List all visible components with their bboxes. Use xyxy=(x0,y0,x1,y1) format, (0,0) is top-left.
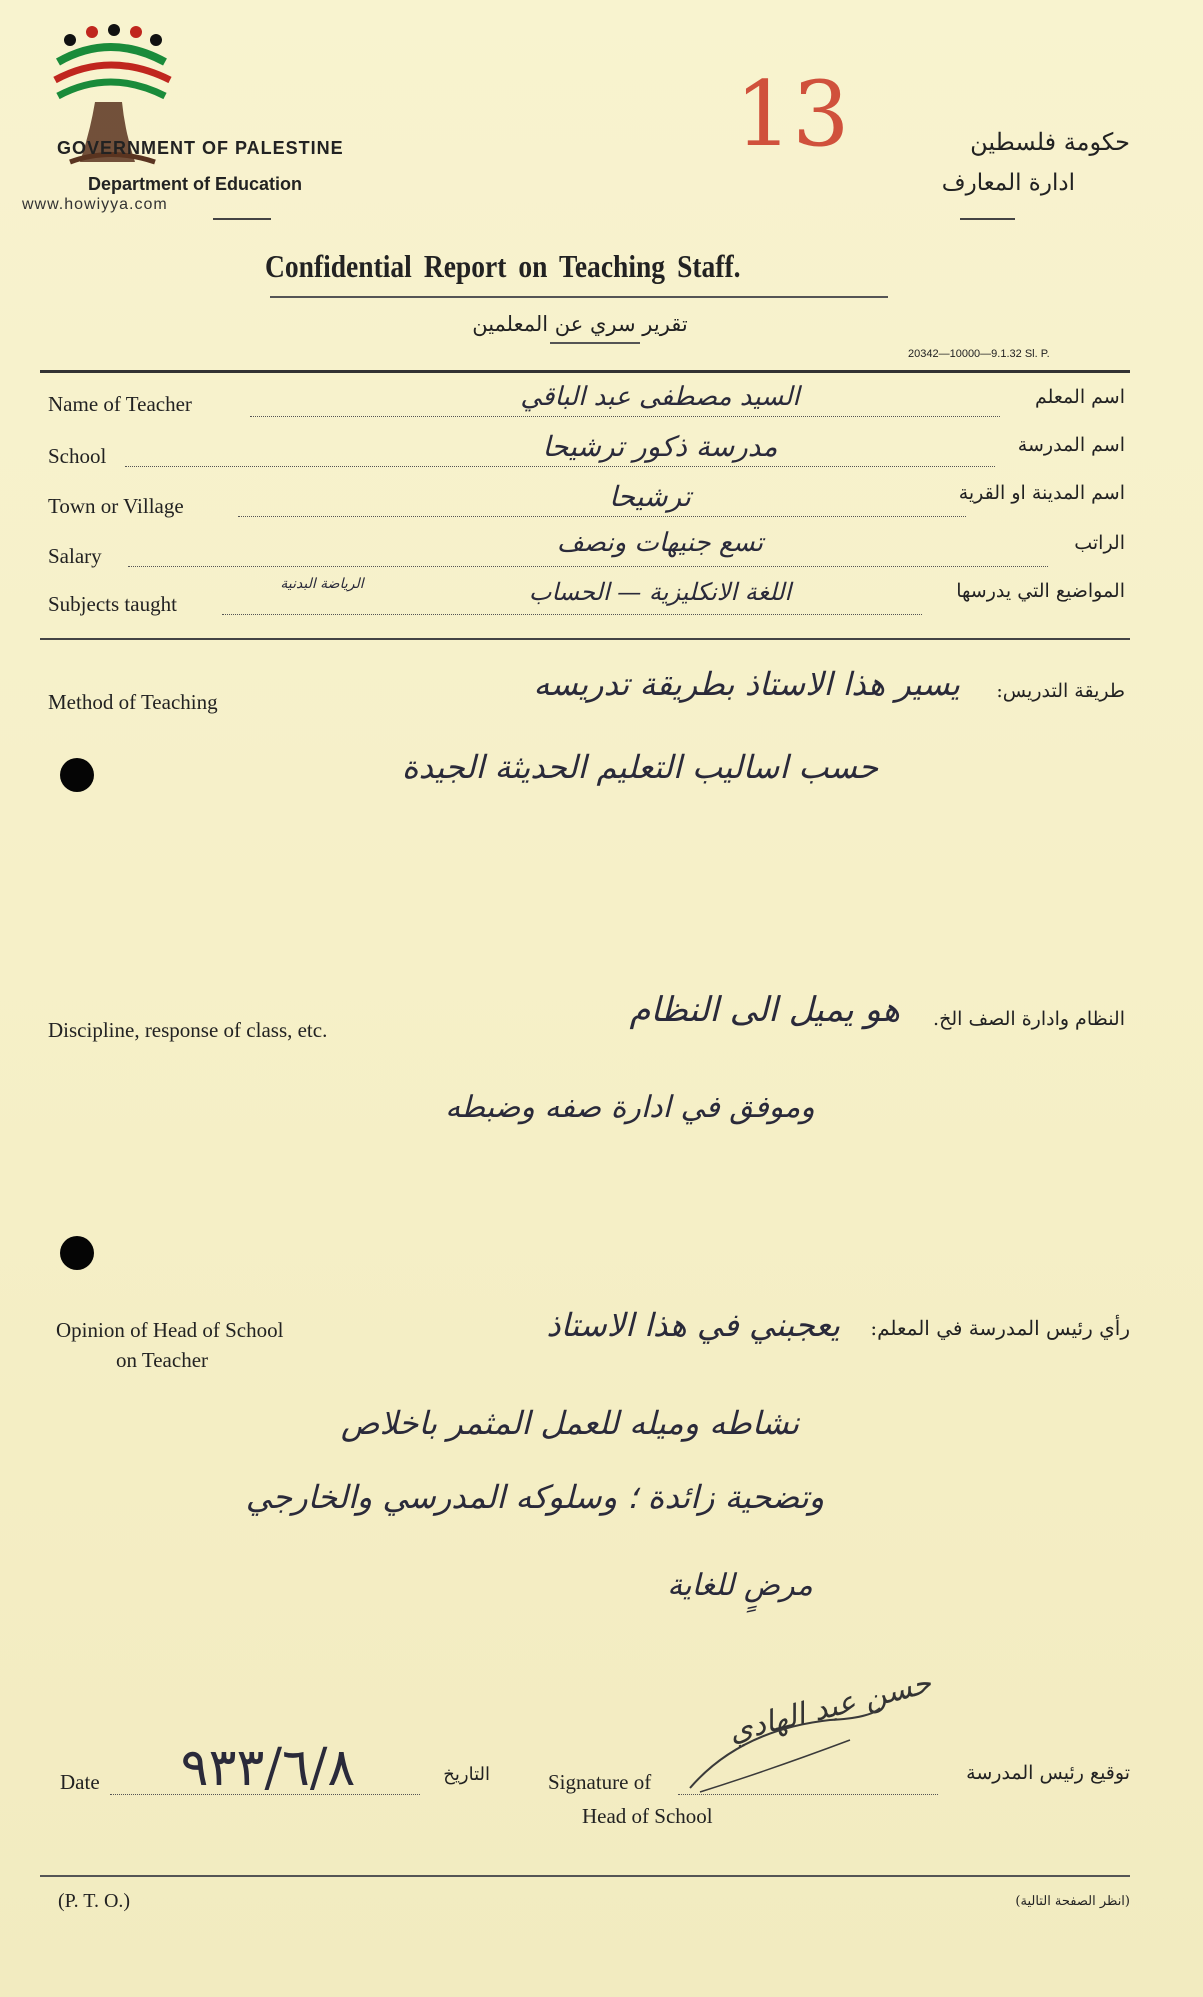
footer-rule xyxy=(40,1875,1130,1877)
date-label-en: Date xyxy=(60,1770,100,1794)
field-subjects-label-en: Subjects taught xyxy=(48,592,177,616)
opinion-text-line-3: وتضحية زائدة ؛ وسلوكه المدرسي والخارجي xyxy=(245,1478,825,1516)
method-text-line-1: يسير هذا الاستاذ بطريقة تدريسه xyxy=(533,665,960,703)
government-title-en: GOVERNMENT OF PALESTINE xyxy=(57,138,344,158)
field-subjects-value-extra: الرياضة البدنية xyxy=(280,576,364,592)
date-value: ٩٣٣/٦/٨ xyxy=(180,1738,356,1798)
field-subjects-line xyxy=(222,614,922,615)
fields-bottom-rule xyxy=(40,638,1130,640)
pto-ar: (انظر الصفحة التالية) xyxy=(1015,1894,1130,1909)
method-label-en: Method of Teaching xyxy=(48,690,218,714)
field-school-line xyxy=(125,466,995,467)
punch-hole-top xyxy=(60,758,94,792)
field-subjects-value: اللغة الانكليزية — الحساب xyxy=(528,578,792,606)
report-title-en: Confidential Report on Teaching Staff. xyxy=(265,248,741,284)
signature-value: حسن عبد الهادي xyxy=(725,1665,935,1750)
field-town-label-ar: اسم المدينة او القرية xyxy=(958,482,1125,504)
field-school-label-ar: اسم المدرسة xyxy=(1017,434,1125,456)
page-number: 13 xyxy=(735,62,850,167)
form-code: 20342—10000—9.1.32 Sl. P. xyxy=(908,348,1050,360)
howiyya-logo xyxy=(40,22,180,192)
field-town-line xyxy=(238,516,966,517)
field-name-label-ar: اسم المعلم xyxy=(1034,386,1125,408)
field-school-value: مدرسة ذكور ترشيحا xyxy=(542,430,778,463)
title-underline xyxy=(270,296,888,298)
signature-label-en: Signature of xyxy=(548,1770,652,1794)
opinion-label-en-1: Opinion of Head of School xyxy=(56,1318,284,1342)
department-title-ar: ادارة المعارف xyxy=(941,170,1075,196)
field-salary-label-ar: الراتب xyxy=(1074,532,1125,554)
opinion-label-ar: رأي رئيس المدرسة في المعلم: xyxy=(870,1316,1130,1340)
field-town-label-en: Town or Village xyxy=(48,494,184,518)
government-title-ar: حكومة فلسطين xyxy=(970,128,1130,156)
field-name-value: السيد مصطفى عبد الباقي xyxy=(520,382,800,412)
report-title-ar: تقرير سري عن المعلمين xyxy=(472,312,688,336)
signature-label-ar: توقيع رئيس المدرسة xyxy=(966,1762,1130,1784)
discipline-text-line-2: وموفق في ادارة صفه وضبطه xyxy=(445,1090,815,1125)
date-label-ar: التاريخ xyxy=(443,1764,490,1785)
method-label-ar: طريقة التدريس: xyxy=(996,680,1125,702)
field-subjects-label-ar: المواضيع التي يدرسها xyxy=(956,580,1125,602)
title-ar-underline xyxy=(550,342,640,344)
discipline-label-en: Discipline, response of class, etc. xyxy=(48,1018,328,1042)
opinion-text-line-4: مرضٍ للغاية xyxy=(667,1568,813,1603)
field-salary-label-en: Salary xyxy=(48,544,102,568)
field-school-label-en: School xyxy=(48,444,107,468)
header-dash-right xyxy=(960,218,1015,220)
signature-label-en-2: Head of School xyxy=(582,1804,713,1828)
method-text-line-2: حسب اساليب التعليم الحديثة الجيدة xyxy=(401,748,879,786)
discipline-text-line-1: هو يميل الى النظام xyxy=(629,990,900,1030)
pto-en: (P. T. O.) xyxy=(58,1890,131,1912)
signature-flourish xyxy=(680,1700,890,1800)
discipline-label-ar: النظام وادارة الصف الخ. xyxy=(933,1008,1125,1030)
watermark-url: www.howiyya.com xyxy=(22,196,168,213)
top-rule xyxy=(40,370,1130,373)
opinion-text-line-2: نشاطه وميله للعمل المثمر باخلاص xyxy=(340,1404,800,1442)
field-name-label-en: Name of Teacher xyxy=(48,392,192,416)
department-title-en: Department of Education xyxy=(88,174,303,194)
header-dash-left xyxy=(213,218,271,220)
field-salary-value: تسع جنيهات ونصف xyxy=(556,528,764,558)
opinion-text-line-1: يعجبني في هذا الاستاذ xyxy=(546,1306,840,1344)
punch-hole-bottom xyxy=(60,1236,94,1270)
field-salary-line xyxy=(128,566,1048,567)
opinion-label-en-2: on Teacher xyxy=(116,1348,209,1372)
field-town-value: ترشيحا xyxy=(609,480,691,513)
field-name-line xyxy=(250,416,1000,417)
